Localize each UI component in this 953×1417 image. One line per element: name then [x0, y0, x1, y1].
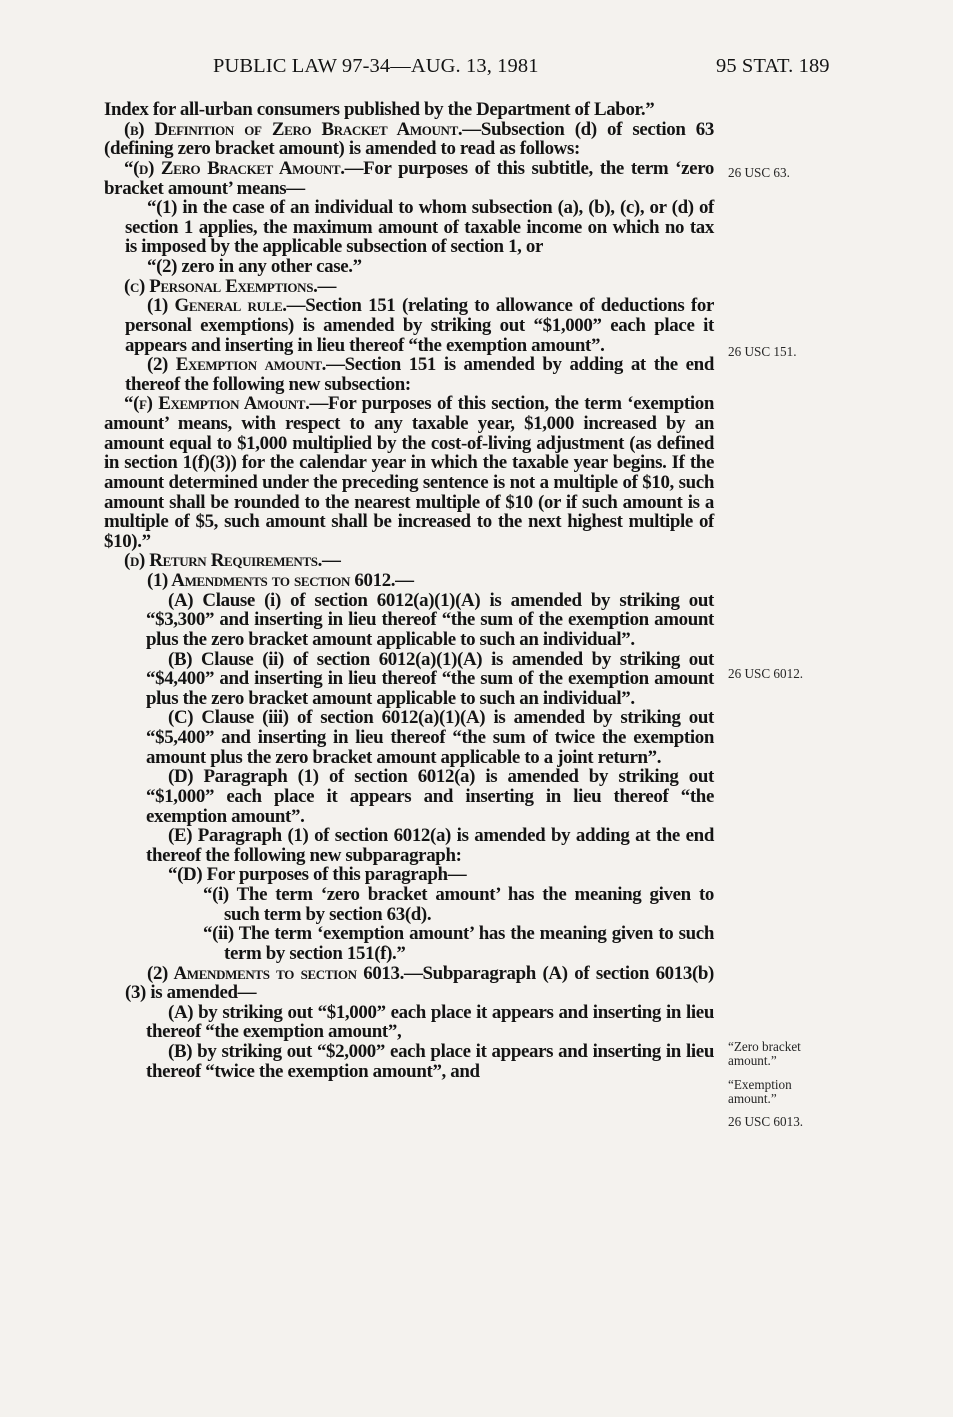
margin-note-zero-bracket-amount: “Zero bracket amount.”: [728, 1039, 801, 1068]
quoted-subparagraph-D: “(D) For purposes of this paragraph—: [168, 864, 467, 886]
quoted-subsection-d-text: —For purposes of this subtitle, the term ‘zero bracket amount’ means—: [104, 157, 714, 199]
paragraph-d1-heading-text: (1) Amendments to section 6012.—: [147, 570, 414, 591]
paragraph-c1-heading: (1) General rule.: [147, 295, 287, 317]
paragraph-c2: [104, 355, 714, 394]
paragraph-c2-text: —Section 151 is amended by adding at the end thereof the following new subsection:: [125, 354, 714, 395]
quoted-paragraph-d2: “(2) zero in any other case.”: [147, 256, 362, 277]
quoted-subsection-f-text: —For purposes of this section, the term ‘exemption amount’ means, with respect to any taxable year, $1,000 increased by an amount equal to $1,000 multiplied by the cost-of-living adjustment (as defined in section 1(f)(3)) for the calendar year in which the taxable year begins. If the amount determined under the preceding sentence is not a multiple of $10, such amount shall be rounded to the nearest multiple of $10 (or if such amount is a multiple of $5, such amount shall be increased to the next highest multiple of $10).”: [104, 393, 714, 552]
paragraph-c1-text: —Section 151 (relating to allowance of deductions for personal exemptions) is amended by striking out “$1,000” each place it appears and inserting in lieu thereof “the exemption amount”.: [125, 295, 714, 356]
paragraph-d2: [104, 964, 714, 1003]
quoted-paragraph-d1: “(1) in the case of an individual to whom subsection (a), (b), (c), or (d) of section 1 applies, the maximum amount of taxable income on which no tax is imposed by the applicable subsection of section 1, or: [125, 197, 714, 258]
subsection-d-heading: [104, 551, 714, 571]
margin-note-26-usc-63: 26 USC 63.: [728, 165, 790, 180]
subsection-b: [104, 120, 714, 159]
quoted-subsection-f-heading: “(f) Exemption Amount.: [124, 393, 310, 415]
subsection-c-heading: [104, 277, 714, 297]
paragraph-d1-heading: [104, 571, 714, 591]
quoted-clause-i: “(i) The term ‘zero bracket amount’ has the meaning given to such term by section 63(d).: [203, 884, 714, 925]
paragraph-c2-heading: (2) Exemption amount.: [147, 354, 327, 376]
subparagraph-A: (A) Clause (i) of section 6012(a)(1)(A) is amended by striking out “$3,300” and inserting in lieu thereof “the sum of the exemption amount plus the zero bracket amount applicable to such an individual”.: [146, 589, 714, 650]
subsection-c-heading-text: (c) Personal Exemptions.—: [124, 275, 336, 297]
quoted-clause-ii: “(ii) The term ‘exemption amount’ has the meaning given to such term by section 151(f).”: [203, 923, 714, 964]
paragraph-d2-heading: (2) Amendments to section 6013.: [147, 962, 404, 984]
subsection-b-heading: (b) Definition of Zero Bracket Amount.: [124, 118, 463, 140]
subparagraph-B: (B) Clause (ii) of section 6012(a)(1)(A) is amended by striking out “$4,400” and inserting in lieu thereof “the sum of the exemption amount plus the zero bracket amount applicable to such an individual”.: [146, 648, 714, 709]
subparagraph-E: (E) Paragraph (1) of section 6012(a) is amended by adding at the end thereof the following new subparagraph:: [146, 825, 714, 866]
margin-note-exemption-amount: “Exemption amount.”: [728, 1077, 792, 1106]
paragraph-continuation: Index for all-urban consumers published by the Department of Labor.”: [104, 99, 655, 120]
running-header-stat-page: 95 STAT. 189: [716, 55, 830, 77]
statute-body: [104, 100, 714, 1081]
margin-note-26-usc-151: 26 USC 151.: [728, 344, 797, 359]
clause-2A: (A) by striking out “$1,000” each place it appears and inserting in lieu thereof “the exemption amount”,: [146, 1001, 714, 1043]
subsection-d-heading-text: (d) Return Requirements.—: [124, 550, 341, 572]
paragraph-c1: [104, 296, 714, 355]
margin-note-26-usc-6013: 26 USC 6013.: [728, 1114, 804, 1129]
subparagraph-C: (C) Clause (iii) of section 6012(a)(1)(A) is amended by striking out “$5,400” and inserting in lieu thereof “the sum of twice the exemption amount plus the zero bracket amount applicable to a joint return”.: [146, 707, 714, 768]
margin-note-26-usc-6012: 26 USC 6012.: [728, 666, 804, 681]
paragraph-d2-text: —Subparagraph (A) of section 6013(b)(3) is amended—: [125, 962, 714, 1004]
subsection-b-text: —Subsection (d) of section 63 (defining zero bracket amount) is amended to read as follows:: [104, 118, 714, 160]
subparagraph-D: (D) Paragraph (1) of section 6012(a) is amended by striking out “$1,000” each place it appears and inserting in lieu thereof “the exemption amount”.: [146, 766, 714, 827]
quoted-subsection-d: [104, 159, 714, 198]
quoted-subsection-f: [104, 394, 714, 551]
quoted-subsection-d-heading: “(d) Zero Bracket Amount.: [124, 157, 345, 179]
clause-2B: (B) by striking out “$2,000” each place it appears and inserting in lieu thereof “twice the exemption amount”, and: [146, 1041, 714, 1082]
running-header-title: PUBLIC LAW 97-34—AUG. 13, 1981: [213, 55, 539, 77]
